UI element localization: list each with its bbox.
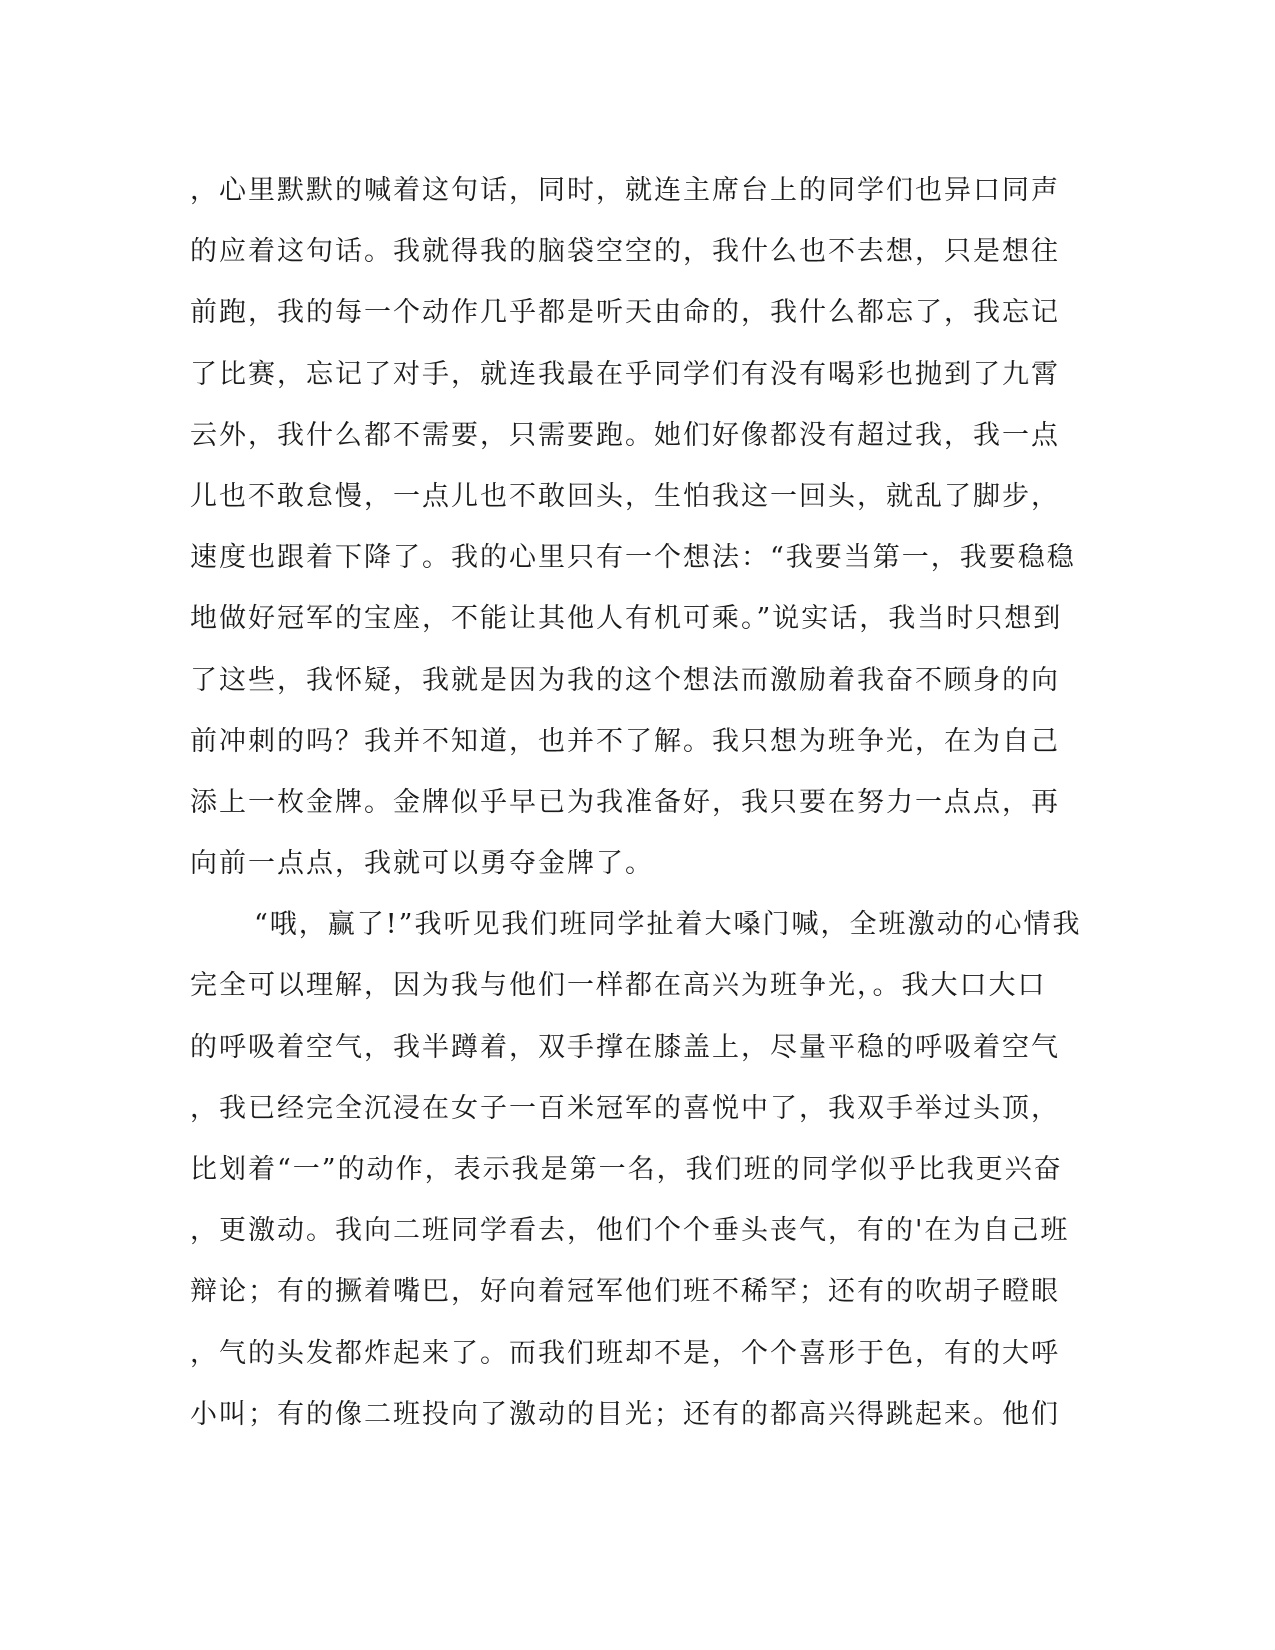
text-line: 的呼吸着空气，我半蹲着，双手撑在膝盖上，尽量平稳的呼吸着空气 xyxy=(190,1031,1060,1063)
text-line: 向前一点点，我就可以勇夺金牌了。 xyxy=(190,848,654,880)
text-line: ，气的头发都炸起来了。而我们班却不是，个个喜形于色，有的大呼 xyxy=(190,1337,1060,1369)
text-line: 了这些，我怀疑，我就是因为我的这个想法而激励着我奋不顾身的向 xyxy=(190,664,1060,696)
text-line: 比划着“一”的动作，表示我是第一名，我们班的同学似乎比我更兴奋 xyxy=(190,1154,1063,1185)
text-line: 辩论；有的撅着嘴巴，好向着冠军他们班不稀罕；还有的吹胡子瞪眼 xyxy=(190,1276,1060,1308)
text-line: 添上一枚金牌。金牌似乎早已为我准备好，我只要在努力一点点，再 xyxy=(190,786,1060,818)
text-line: 的应着这句话。我就得我的脑袋空空的，我什么也不去想，只是想往 xyxy=(190,236,1060,268)
text-line: 小叫；有的像二班投向了激动的目光；还有的都高兴得跳起来。他们 xyxy=(190,1398,1060,1430)
text-line: 完全可以理解，因为我与他们一样都在高兴为班争光，。我大口大口 xyxy=(190,970,1047,1002)
text-line: 了比赛，忘记了对手，就连我最在乎同学们有没有喝彩也抛到了九霄 xyxy=(190,358,1060,390)
text-line: ，心里默默的喊着这句话，同时，就连主席台上的同学们也异口同声 xyxy=(190,175,1060,206)
text-line: 速度也跟着下降了。我的心里只有一个想法：“我要当第一，我要稳稳 xyxy=(190,542,1076,574)
text-line: ，我已经完全沉浸在女子一百米冠军的喜悦中了，我双手举过头顶， xyxy=(190,1092,1060,1124)
text-line: ，更激动。我向二班同学看去，他们个个垂头丧气，有的'在为自己班 xyxy=(190,1215,1070,1247)
body-text xyxy=(190,160,1090,1445)
text-line: 地做好冠军的宝座，不能让其他人有机可乘。”说实话，我当时只想到 xyxy=(190,603,1063,635)
text-line: 前跑，我的每一个动作几乎都是听天由命的，我什么都忘了，我忘记 xyxy=(190,297,1060,329)
text-line: 前冲刺的吗？我并不知道，也并不了解。我只想为班争光，在为自己 xyxy=(190,725,1060,757)
paragraph-start-line: “哦，赢了!”我听见我们班同学扯着大嗓门喊，全班激动的心情我 xyxy=(254,909,1082,941)
text-line: 儿也不敢怠慢，一点儿也不敢回头，生怕我这一回头，就乱了脚步， xyxy=(190,480,1060,512)
text-line: 云外，我什么都不需要，只需要跑。她们好像都没有超过我，我一点 xyxy=(190,419,1060,451)
